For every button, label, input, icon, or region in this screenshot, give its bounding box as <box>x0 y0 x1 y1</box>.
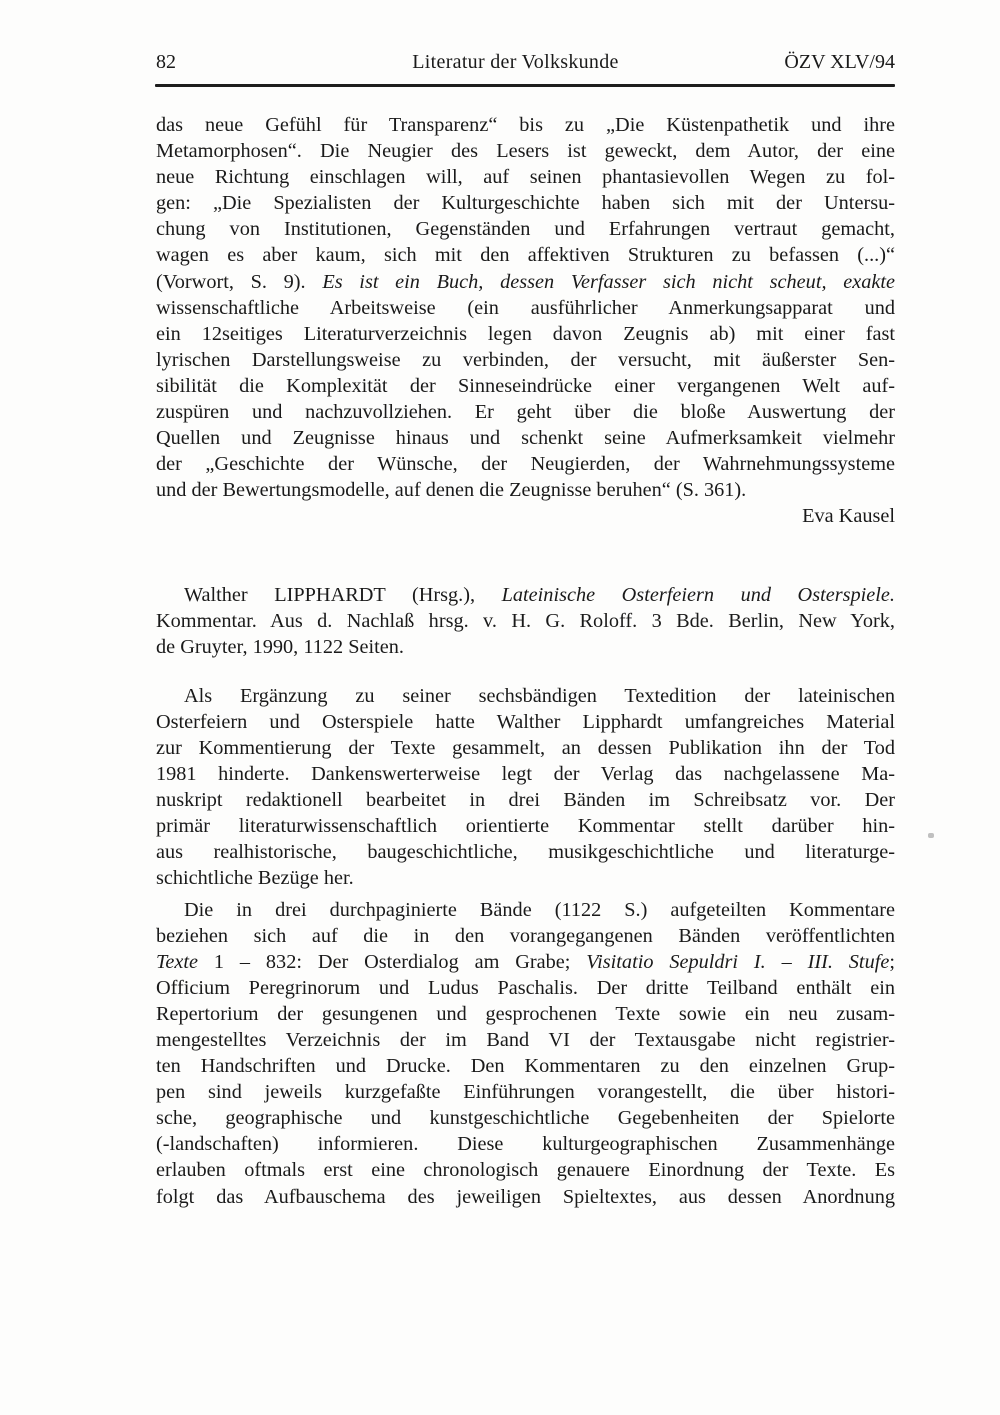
text-line <box>156 190 895 216</box>
text-line <box>156 839 895 865</box>
text-line <box>156 634 895 660</box>
text-line <box>156 1157 895 1183</box>
text-segment: schichtliche Bezüge her. <box>156 867 354 890</box>
text-segment: (Vorwort, S. 9). <box>156 270 323 293</box>
text-line <box>156 813 895 839</box>
text-segment: primär literaturwissenschaftlich orientierte Kommentar stellt darüber hin- <box>156 815 895 838</box>
text-line <box>156 321 895 347</box>
text-segment: der „Geschichte der Wünsche, der Neugierden, der Wahrnehmungssysteme <box>156 453 895 476</box>
header-rule <box>155 84 895 87</box>
text-segment: folgt das Aufbauschema des jeweiligen Spieltextes, aus dessen Anordnung <box>156 1185 895 1208</box>
text-line <box>156 735 895 761</box>
text-segment: wagen es aber kaum, sich mit den affektiven Strukturen zu befassen (...)“ <box>156 244 895 267</box>
review-2-para-2 <box>156 897 895 1210</box>
italic-text-segment: Es ist ein Buch, dessen Verfasser sich nicht scheut, exakte <box>322 270 895 293</box>
text-segment: Osterfeiern und Osterspiele hatte Walther Lipphardt umfangreiches Material <box>156 710 895 733</box>
text-segment: beziehen sich auf die in den vorangegangenen Bänden veröffentlichten <box>156 924 895 947</box>
text-line <box>156 1001 895 1027</box>
journal-title: Literatur der Volkskunde <box>412 51 619 73</box>
italic-text-segment: Lateinische Osterfeiern und Osterspiele. <box>501 583 895 606</box>
text-segment: 1 – 832: Der Osterdialog am Grabe; <box>198 950 587 973</box>
text-segment: zuspüren und nachzuvollziehen. Er geht über die bloße Auswertung der <box>156 401 895 424</box>
text-segment: mengestelltes Verzeichnis der im Band VI der Textausgabe nicht registrier- <box>156 1029 895 1051</box>
text-segment: neue Richtung einschlagen will, auf seinen phantasievollen Wegen zu fol- <box>156 166 895 189</box>
text-line <box>156 975 895 1001</box>
page-body <box>156 112 895 1210</box>
issue-label: ÖZV XLV/94 <box>784 51 895 73</box>
text-line <box>156 608 895 634</box>
italic-text-segment: Texte <box>156 950 199 973</box>
text-line <box>156 164 895 190</box>
text-line <box>156 295 895 321</box>
text-line <box>156 1079 895 1105</box>
text-line <box>156 1184 895 1210</box>
text-segment: Metamorphosen“. Die Neugier des Lesers ist geweckt, dem Autor, der eine <box>156 140 895 163</box>
text-segment: wissenschaftliche Arbeitsweise (ein ausführlicher Anmerkungsapparat und <box>156 296 895 319</box>
reference <box>156 582 895 660</box>
text-segment: zur Kommentierung der Texte gesammelt, an dessen Publikation ihn der Tod <box>156 736 895 759</box>
text-segment: aus realhistorische, baugeschichtliche, musikgeschichtliche und literaturge- <box>156 841 895 864</box>
text-segment: erlauben oftmals erst eine chronologisch genauere Einordnung der Texte. Es <box>156 1159 895 1182</box>
text-segment: gen: „Die Spezialisten der Kulturgeschichte haben sich mit der Untersu- <box>156 192 895 215</box>
text-line <box>156 683 895 709</box>
text-segment: lyrischen Darstellungsweise zu verbinden, der versucht, mit äußerster Sen- <box>156 348 895 371</box>
text-segment: 1981 hinderte. Dankenswerterweise legt der Verlag das nachgelassene Ma- <box>156 763 895 786</box>
text-segment: chung von Institutionen, Gegenständen und Erfahrungen vertraut gemacht, <box>156 218 895 241</box>
text-line <box>156 1027 895 1053</box>
running-head <box>156 50 895 74</box>
text-segment: und der Bewertungsmodelle, auf denen die Zeugnisse beruhen“ (S. 361). <box>156 479 747 502</box>
text-line <box>156 923 895 949</box>
text-line <box>156 477 895 503</box>
text-line <box>156 451 895 477</box>
review-2-para-1 <box>156 683 895 892</box>
text-line <box>156 865 895 891</box>
text-segment: das neue Gefühl für Transparenz“ bis zu „Die Küstenpathetik und ihre <box>156 114 895 136</box>
text-line <box>156 425 895 451</box>
text-segment: pen sind jeweils kurzgefaßte Einführungen vorangestellt, die über histori- <box>156 1081 895 1104</box>
text-segment: Walther LIPPHARDT (Hrsg.), <box>184 583 502 606</box>
text-line <box>156 1131 895 1157</box>
text-line <box>156 582 895 608</box>
text-line <box>156 347 895 373</box>
review-1-continuation <box>156 112 895 503</box>
text-line <box>156 138 895 164</box>
text-segment: Officium Peregrinorum und Ludus Paschalis. Der dritte Teilband enthält ein <box>156 976 895 999</box>
text-segment: sibilität die Komplexität der Sinneseindrücke einer vergangenen Welt auf- <box>156 374 895 397</box>
text-line <box>156 242 895 268</box>
text-segment: Als Ergänzung zu seiner sechsbändigen Textedition der lateinischen <box>184 684 895 707</box>
signature <box>156 503 895 529</box>
text-segment: sche, geographische und kunstgeschichtliche Gegebenheiten der Spielorte <box>156 1107 895 1130</box>
scan-speck <box>928 833 934 838</box>
italic-text-segment: Visitatio Sepuldri I. – III. Stufe <box>586 950 890 973</box>
text-segment: de Gruyter, 1990, 1122 Seiten. <box>156 635 404 658</box>
text-segment: ten Handschriften und Drucke. Den Kommentaren zu den einzelnen Grup- <box>156 1055 895 1078</box>
text-line <box>156 761 895 787</box>
text-segment: Quellen und Zeugnisse hinaus und schenkt seine Aufmerksamkeit vielmehr <box>156 427 895 450</box>
text-line <box>156 112 895 138</box>
text-line <box>156 216 895 242</box>
text-segment: Repertorium der gesungenen und gesprochenen Texte sowie ein neu zusam- <box>156 1002 895 1025</box>
text-line <box>156 1105 895 1131</box>
text-line <box>156 897 895 923</box>
text-line <box>156 373 895 399</box>
text-line <box>156 709 895 735</box>
text-segment: nuskript redaktionell bearbeitet in drei Bänden im Schreibsatz vor. Der <box>156 789 895 812</box>
text-segment: Die in drei durchpaginierte Bände (1122 S.) aufgeteilten Kommentare <box>184 898 895 921</box>
reviewer-name: Eva Kausel <box>802 505 895 528</box>
text-segment: Kommentar. Aus d. Nachlaß hrsg. v. H. G. Roloff. 3 Bde. Berlin, New York, <box>156 609 895 632</box>
text-line <box>156 1053 895 1079</box>
page-number: 82 <box>156 51 176 73</box>
text-line <box>156 949 895 975</box>
text-line <box>156 399 895 425</box>
text-line <box>156 787 895 813</box>
text-segment: ; <box>889 950 895 973</box>
text-segment: (-landschaften) informieren. Diese kulturgeographischen Zusammenhänge <box>156 1133 895 1156</box>
text-segment: ein 12seitiges Literaturverzeichnis legen davon Zeugnis ab) mit einer fast <box>156 322 895 345</box>
text-line <box>156 269 895 295</box>
